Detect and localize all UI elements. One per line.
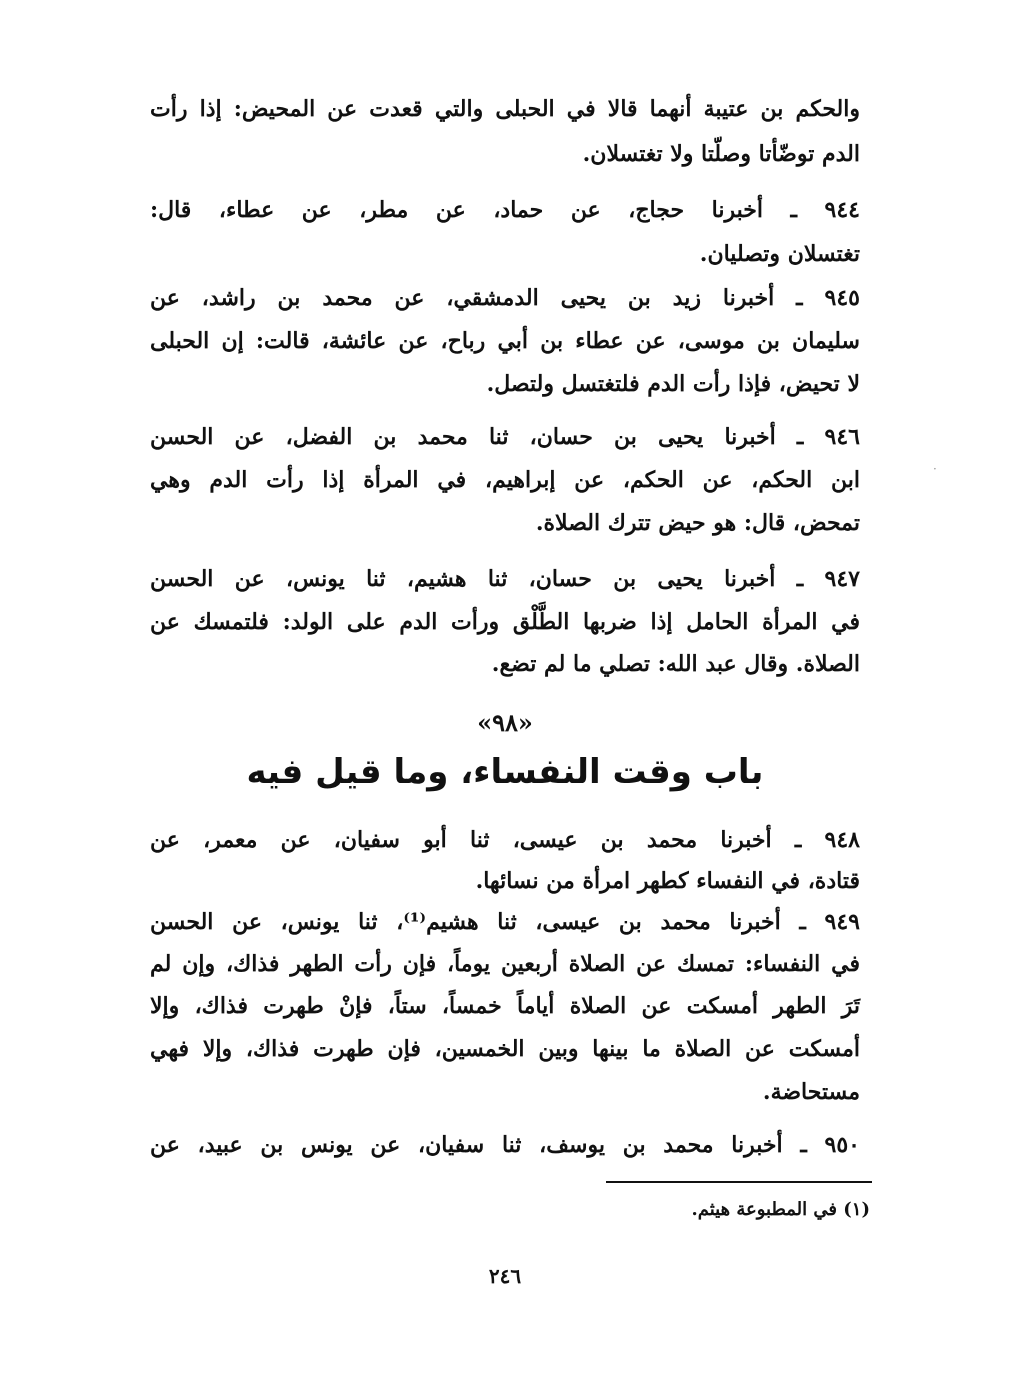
text-line: والحكم بن عتيبة أنهما قالا في الحبلى والتي قعدت عن المحيض: إذا رأت xyxy=(150,96,860,122)
text-line: تمحض، قال: هو حيض تترك الصلاة. xyxy=(535,510,860,536)
text-line: قتادة، في النفساء كطهر امرأة من نسائها. xyxy=(475,868,860,894)
section-title: باب وقت النفساء، وما قيل فيه xyxy=(246,752,764,792)
text-line: لا تحيض، فإذا رأت الدم فلتغتسل ولتصل. xyxy=(486,371,860,397)
hadith-944-line: ٩٤٤ ـ أخبرنا حجاج، عن حماد، عن مطر، عن عطاء، قال: xyxy=(150,197,860,223)
text-line: في المرأة الحامل إذا ضربها الطَّلْق ورأت الدم على الولد: فلتمسك عن xyxy=(150,609,860,635)
text-line: أمسكت عن الصلاة ما بينها وبين الخمسين، فإن طهرت فذاك، وإلا فهي xyxy=(150,1036,860,1062)
text-line: سليمان بن موسى، عن عطاء بن أبي رباح، عن عائشة، قالت: إن الحبلى xyxy=(150,328,860,354)
hadith-946-line: ٩٤٦ ـ أخبرنا يحيى بن حسان، ثنا محمد بن الفضل، عن الحسن xyxy=(150,424,860,450)
scan-speck: · xyxy=(933,462,937,476)
hadith-947-line: ٩٤٧ ـ أخبرنا يحيى بن حسان، ثنا هشيم، ثنا يونس، عن الحسن xyxy=(150,566,860,592)
page-number: ٢٤٦ xyxy=(488,1264,522,1288)
hadith-950-line: ٩٥٠ ـ أخبرنا محمد بن يوسف، ثنا سفيان، عن يونس بن عبيد، عن xyxy=(150,1132,860,1158)
text-line: مستحاضة. xyxy=(762,1079,860,1105)
hadith-945-line: ٩٤٥ ـ أخبرنا زيد بن يحيى الدمشقي، عن محمد بن راشد، عن xyxy=(150,285,860,311)
footnote: (١) في المطبوعة هيثم. xyxy=(691,1199,870,1220)
section-number: «٩٨» xyxy=(477,708,533,737)
text-line: الدم توضّأتا وصلّتا ولا تغتسلان. xyxy=(582,141,860,167)
text-line: ابن الحكم، عن الحكم، عن إبراهيم، في المرأة إذا رأت الدم وهي xyxy=(150,467,860,493)
text-line: الصلاة. وقال عبد الله: تصلي ما لم تضع. xyxy=(491,651,860,677)
hadith-949-line: ٩٤٩ ـ أخبرنا محمد بن عيسى، ثنا هشيم⁽¹⁾، ثنا يونس، عن الحسن xyxy=(150,909,860,935)
hadith-948-line: ٩٤٨ ـ أخبرنا محمد بن عيسى، ثنا أبو سفيان، عن معمر، عن xyxy=(150,827,860,853)
text-line: في النفساء: تمسك عن الصلاة أربعين يوماً، فإن رأت الطهر فذاك، وإن لم xyxy=(150,951,860,977)
footnote-divider xyxy=(606,1181,872,1183)
text-line: تغتسلان وتصليان. xyxy=(699,241,860,267)
text-line: تَرَ الطهر أمسكت عن الصلاة أياماً خمساً، ستاً، فإنْ طهرت فذاك، وإلا xyxy=(150,993,860,1019)
